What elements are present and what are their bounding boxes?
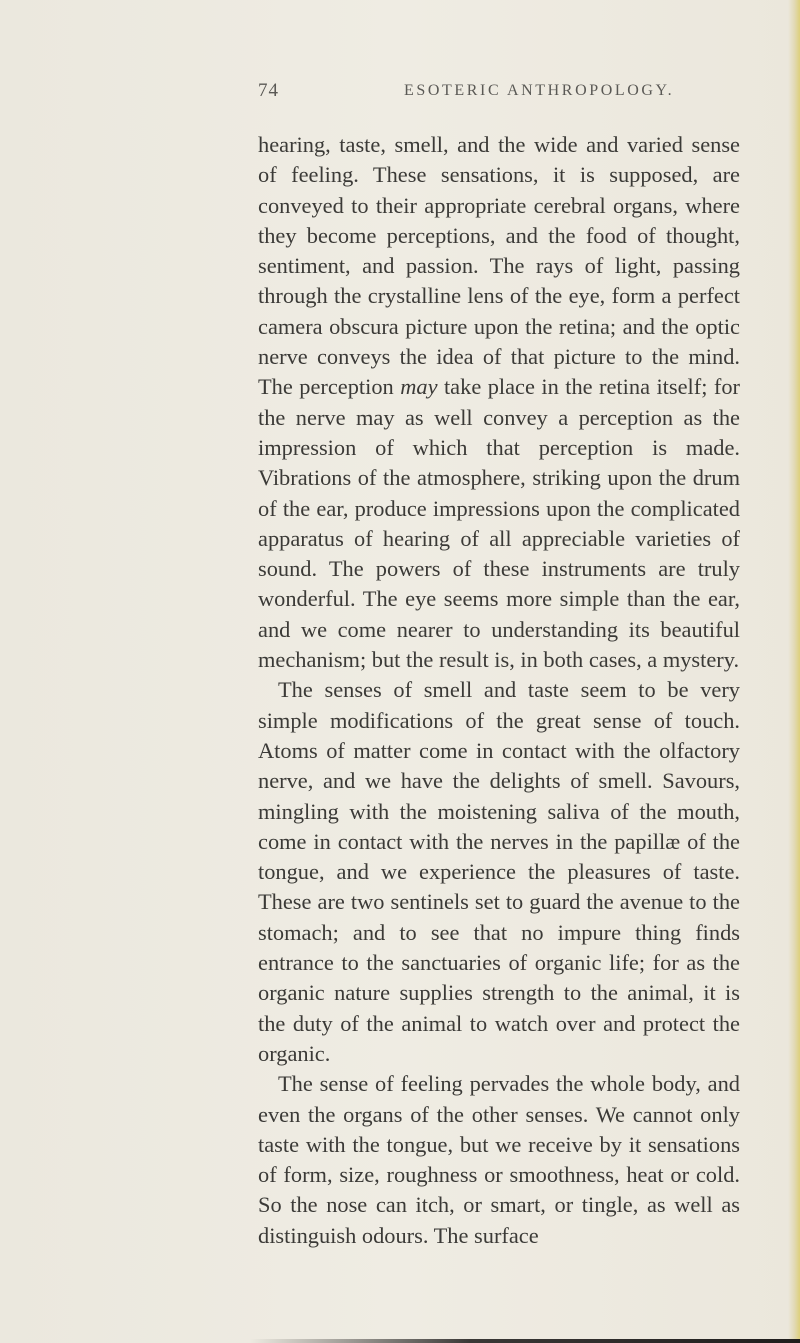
body-text xyxy=(258,130,740,1251)
paragraph-1-text-a: hearing, taste, smell, and the wide and varied sense of feeling. These sensations, it is supposed, are conveyed to their appropriate cerebral organs, where they become perceptions, and the food of thought, sentiment, and passion. The rays of light, passing through the crystalline lens of the eye, form a perfect camera obscura picture upon the retina; and the optic nerve conveys the idea of that picture to the mind. The perception xyxy=(258,132,740,400)
paragraph-2: The senses of smell and taste seem to be very simple modifications of the great sense of touch. Atoms of matter come in contact with the olfactory nerve, and we have the delights of smell. Savours, mingling with the moistening saliva of the mouth, come in contact with the nerves in the papillæ of the tongue, and we experience the pleasures of taste. These are two sentinels set to guard the avenue to the stomach; and to see that no impure thing finds entrance to the sanctuaries of organic life; for as the organic nature supplies strength to the animal, it is the duty of the animal to watch over and protect the organic. xyxy=(258,677,740,1066)
paragraph-3: The sense of feeling pervades the whole body, and even the organs of the other senses. We cannot only taste with the tongue, but we receive by it sensations of form, size, roughness or smoothness, heat or cold. So the nose can itch, or smart, or tingle, as well as distinguish odours. The surface xyxy=(258,1071,740,1248)
bottom-edge-shadow xyxy=(250,1339,800,1343)
paragraph-1-text-b: take place in the retina itself; for the nerve may as well convey a perception as the impression of which that perception is made. Vibrations of the atmosphere, striking upon the drum of the ear, produce impressions upon the complicated apparatus of hearing of all appreciable varieties of sound. The powers of these instruments are truly wonderful. The eye seems more simple than the ear, and we come nearer to understanding its beautiful mechanism; but the result is, in both cases, a mystery. xyxy=(258,374,741,673)
running-title: ESOTERIC ANTHROPOLOGY. xyxy=(404,82,675,99)
paragraph-1 xyxy=(258,130,740,675)
page-number: 74 xyxy=(258,80,279,101)
paragraph-1-italic: may xyxy=(400,374,438,400)
page-header xyxy=(0,80,800,110)
page-edge-shading xyxy=(788,0,800,1343)
